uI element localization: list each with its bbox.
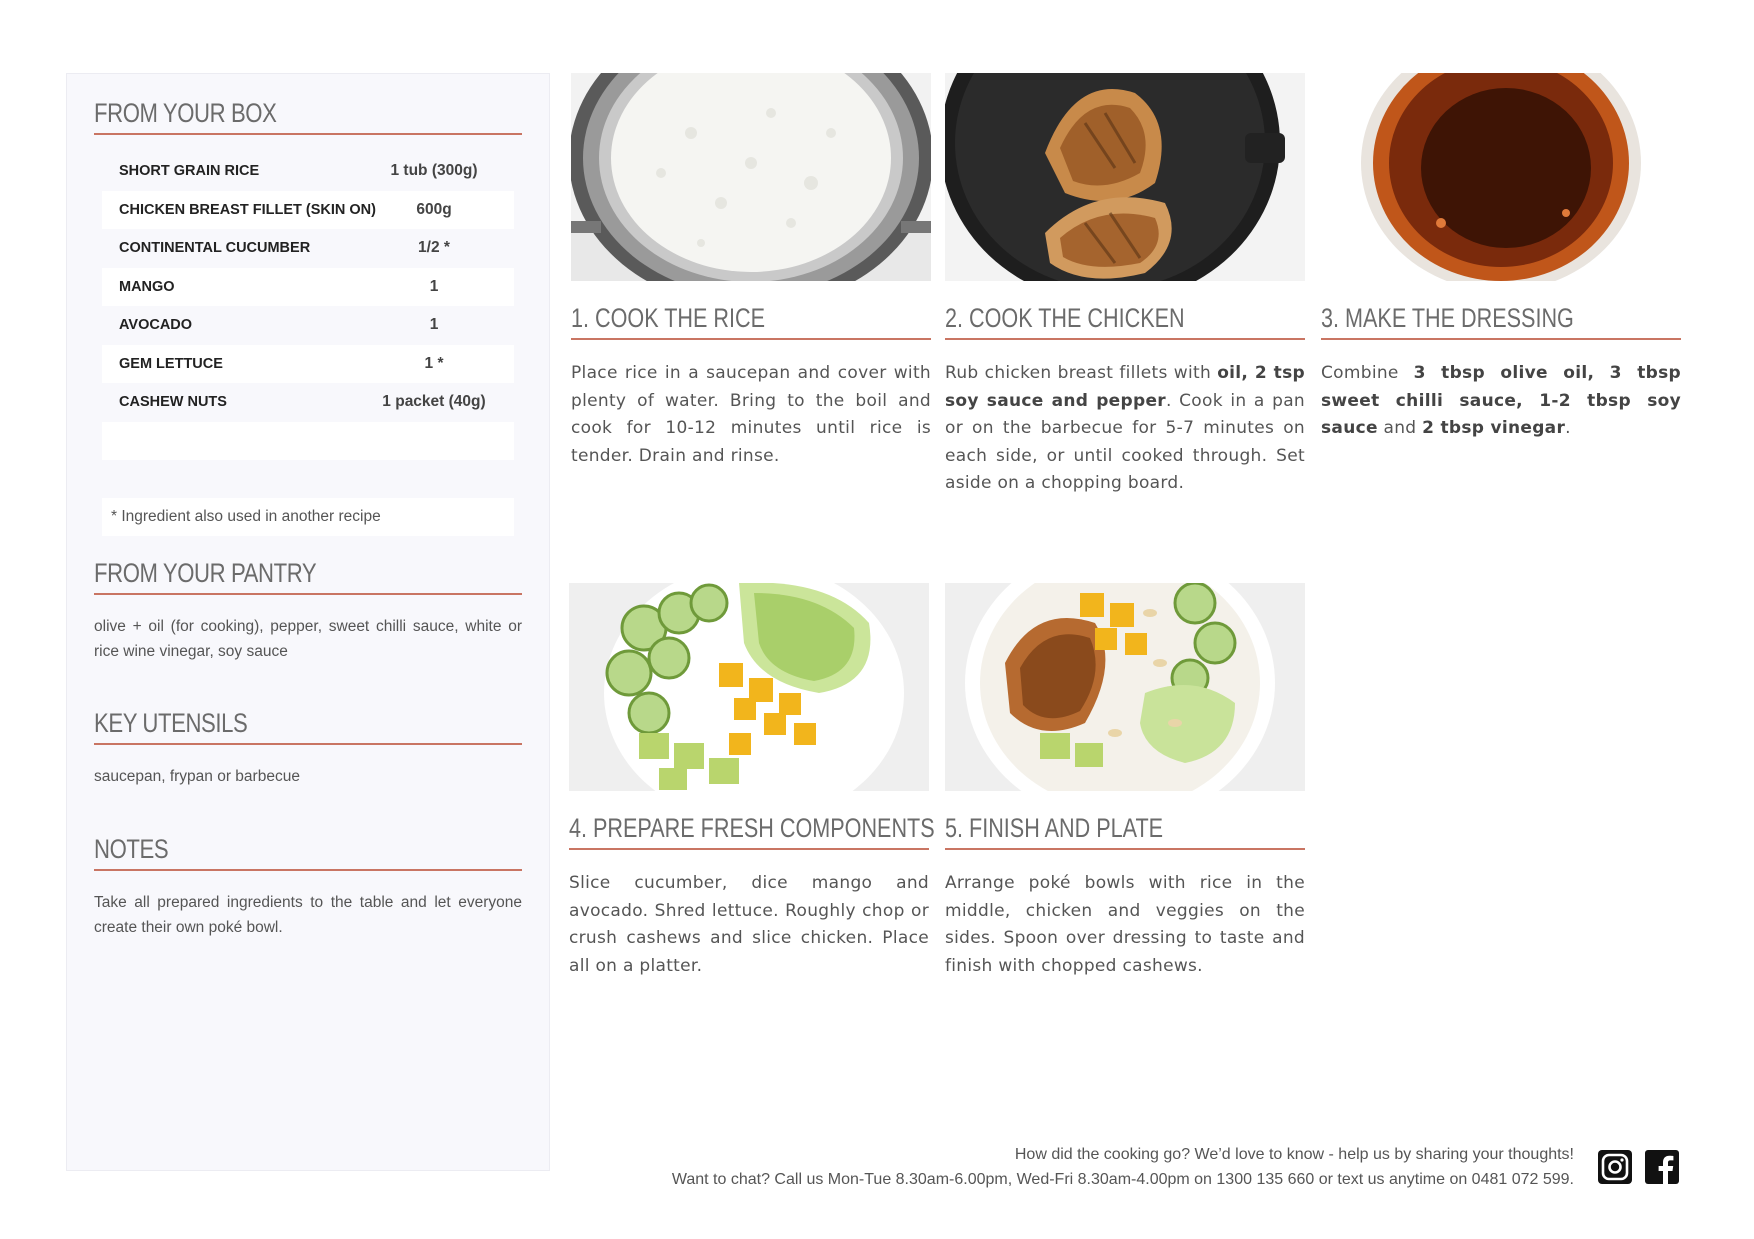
utensils-text: saucepan, frypan or barbecue: [94, 768, 300, 785]
from-your-box-heading: FROM YOUR BOX: [94, 98, 522, 135]
step-title: 4. PREPARE FRESH COMPONENTS: [569, 813, 929, 850]
notes-text: Take all prepared ingredients to the table and let everyone create their own poké bowl.: [94, 894, 522, 936]
step-cook-chicken: [945, 73, 1305, 498]
ingredient-row: [102, 268, 514, 307]
rice-pot-photo: [571, 73, 931, 281]
ingredient-name: CONTINENTAL CUCUMBER: [119, 240, 311, 257]
step-finish-plate: [945, 583, 1305, 980]
step-body: Arrange poké bowls with rice in the middle, chicken and veggies on the sides. Spoon over dressing to taste and finish with chopped cashews.: [945, 873, 1305, 976]
ingredient-name: AVOCADO: [119, 317, 193, 334]
ingredient-name: MANGO: [119, 278, 175, 295]
ingredient-qty: 1 *: [424, 354, 444, 372]
ingredient-qty: 1: [429, 277, 439, 295]
chicken-pan-photo: [945, 73, 1305, 281]
ingredient-row: [102, 383, 514, 422]
step-title: 3. MAKE THE DRESSING: [1321, 303, 1681, 340]
ingredient-row: [102, 306, 514, 345]
from-your-pantry-heading: FROM YOUR PANTRY: [94, 558, 522, 595]
instagram-icon[interactable]: [1597, 1149, 1633, 1185]
ingredient-name: CHICKEN BREAST FILLET (SKIN ON): [119, 201, 376, 218]
facebook-icon[interactable]: [1644, 1149, 1680, 1185]
footer-feedback-line: How did the cooking go? We’d love to know - help us by sharing your thoughts!: [1014, 1146, 1574, 1163]
ingredient-qty: 1 packet (40g): [382, 393, 486, 411]
ingredient-row: [102, 345, 514, 384]
ingredient-name: SHORT GRAIN RICE: [119, 163, 260, 180]
step-body: Slice cucumber, dice mango and avocado. Shred lettuce. Roughly chop or crush cashews and slice chicken. Place all on a platter.: [569, 873, 929, 976]
step-cook-rice: [571, 73, 931, 470]
fresh-components-photo: [569, 583, 929, 791]
ingredient-row: [102, 229, 514, 268]
footer-contact: [672, 1143, 1574, 1192]
step-body: Rub chicken breast fillets with oil, 2 tsp soy sauce and pepper. Cook in a pan or on the barbecue for 5-7 minutes on each side, or until cooked through. Set aside on a chopping board.: [945, 363, 1305, 493]
ingredient-name: GEM LETTUCE: [119, 355, 223, 372]
step-prepare-components: [569, 583, 935, 980]
step-title: 1. COOK THE RICE: [571, 303, 931, 340]
ingredient-footnote: * Ingredient also used in another recipe: [102, 498, 514, 536]
ingredient-qty: 600g: [416, 200, 452, 218]
ingredient-qty: 1/2 *: [418, 239, 450, 257]
step-body: Place rice in a saucepan and cover with plenty of water. Bring to the boil and cook for 10-12 minutes until rice is tender. Drain and rinse.: [571, 363, 931, 466]
poke-bowl-photo: [945, 583, 1305, 791]
ingredient-row-empty: [102, 422, 514, 461]
ingredients-sidebar: [66, 73, 550, 1171]
step-title: 2. COOK THE CHICKEN: [945, 303, 1305, 340]
footer-contact-line: Want to chat? Call us Mon-Tue 8.30am-6.00pm, Wed-Fri 8.30am-4.00pm on 1300 135 660 or text us anytime on 0481 072 599.: [671, 1170, 1574, 1188]
key-utensils-heading: KEY UTENSILS: [94, 708, 522, 745]
ingredient-row: [102, 191, 514, 230]
step-title: 5. FINISH AND PLATE: [945, 813, 1305, 850]
ingredient-row: [102, 152, 514, 191]
step-body: Combine 3 tbsp olive oil, 3 tbsp sweet chilli sauce, 1-2 tbsp soy sauce and 2 tbsp vinegar.: [1321, 363, 1681, 438]
step-make-dressing: [1321, 73, 1681, 443]
ingredient-name: CASHEW NUTS: [119, 394, 227, 411]
ingredient-qty: 1 tub (300g): [390, 162, 478, 180]
pantry-text: olive + oil (for cooking), pepper, sweet chilli sauce, white or rice wine vinegar, soy sauce: [94, 618, 522, 660]
notes-heading: NOTES: [94, 834, 522, 871]
ingredient-qty: 1: [429, 316, 439, 334]
ingredients-table: [102, 152, 514, 460]
dressing-bowl-photo: [1321, 73, 1681, 281]
